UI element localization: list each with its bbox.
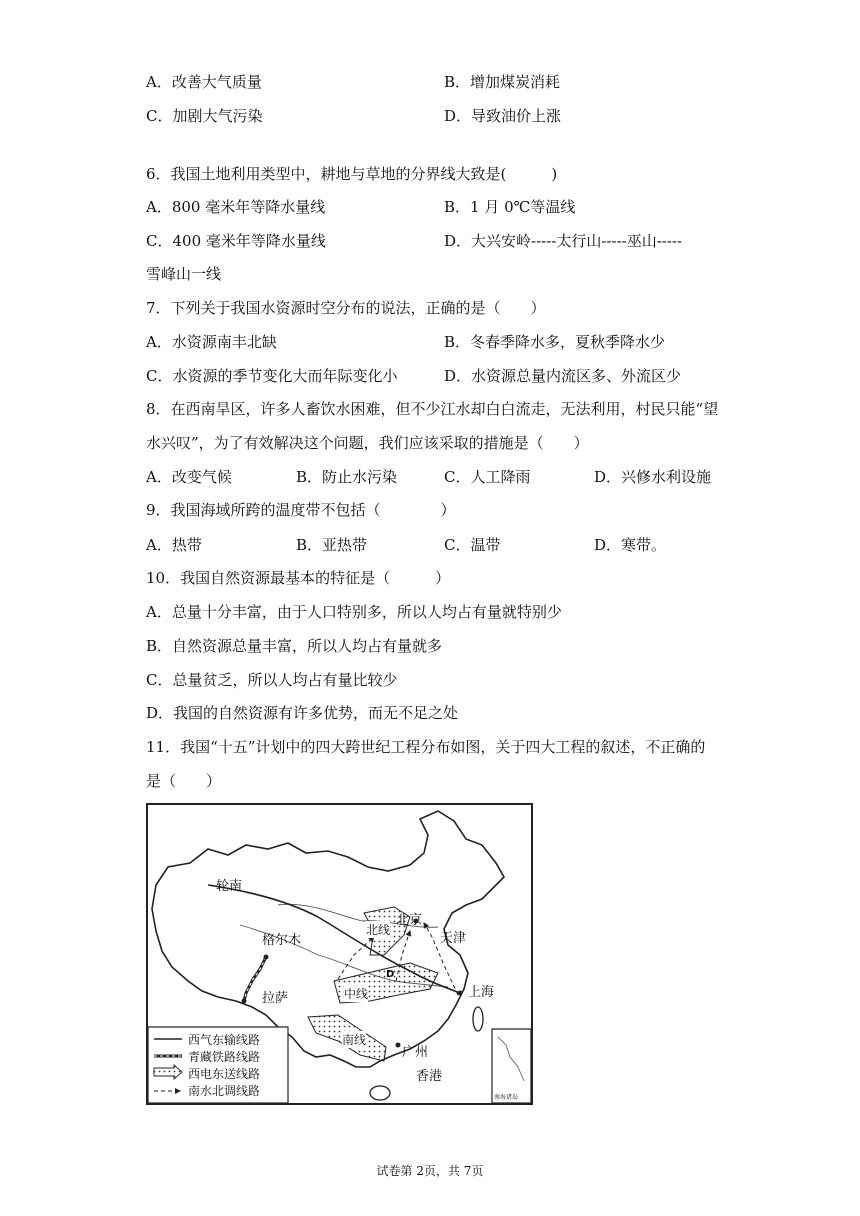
legend-water-label: 南水北调线路 — [188, 1084, 261, 1098]
label-beixian: 北线 — [366, 923, 391, 937]
label-lasa: 拉萨 — [262, 991, 289, 1006]
gas-pipeline — [208, 885, 460, 993]
hainan-island — [370, 1086, 390, 1100]
q8-stem-line2: 水兴叹”，为了有效解决这个问题，我们应该采取的措施是（ ） — [146, 434, 589, 452]
q6-option-d: D．大兴安岭-----太行山-----巫山----- — [444, 232, 683, 250]
q6-stem: 6．我国土地利用类型中，耕地与草地的分界线大致是( ) — [146, 165, 558, 183]
label-tianjin: 天津 — [440, 931, 467, 946]
city-marker — [458, 991, 463, 996]
q11-stem-line1: 11．我国“十五”计划中的四大跨世纪工程分布如图，关于四大工程的叙述，不正确的 — [146, 738, 706, 756]
q10-option-d: D．我国的自然资源有许多优势，而无不足之处 — [146, 704, 459, 722]
q6-option-c: C．400 毫米年等降水量线 — [146, 232, 326, 250]
q7-option-a: A．水资源南丰北缺 — [146, 333, 277, 351]
label-guangzhou: 广州 — [402, 1045, 429, 1060]
q8-stem-line1: 8．在西南旱区，许多人畜饮水困难，但不少江水却白白流走，无法利用，村民只能“望 — [146, 400, 719, 418]
page-footer: 试卷第 2页，共 7页 — [376, 1164, 484, 1178]
q7-stem: 7．下列关于我国水资源时空分布的说法，正确的是（ ） — [146, 299, 546, 317]
label-golmud: 格尔木 — [262, 933, 302, 948]
q9-option-a: A．热带 — [146, 536, 202, 554]
inset-label: 南海诸岛 — [494, 1094, 519, 1101]
q8-option-a: A．改变气候 — [146, 468, 232, 486]
q9-stem: 9．我国海域所跨的温度带不包括（ ） — [146, 501, 456, 519]
q6-option-a: A．800 毫米年等降水量线 — [146, 198, 326, 216]
q10-option-b: B．自然资源总量丰富，所以人均占有量就多 — [146, 637, 443, 655]
label-zhongxian: 中线 — [344, 987, 369, 1001]
q10-stem: 10．我国自然资源最基本的特征是（ ） — [146, 569, 451, 587]
legend-gas-label: 西气东输线路 — [188, 1033, 261, 1047]
legend-power-label: 西电东送线路 — [188, 1067, 261, 1081]
china-projects-map — [146, 803, 533, 1105]
label-d: D — [386, 969, 395, 980]
city-marker — [396, 1043, 401, 1048]
q5-option-a: A．改善大气质量 — [146, 73, 262, 91]
q7-option-c: C．水资源的季节变化大而年际变化小 — [146, 367, 398, 385]
label-shanghai: 上海 — [468, 985, 495, 1000]
label-lunnan: 轮南 — [216, 879, 243, 894]
q5-option-c: C．加剧大气污染 — [146, 107, 263, 125]
label-hongkong: 香港 — [416, 1069, 443, 1084]
q10-option-a: A．总量十分丰富，由于人口特别多，所以人均占有量就特别少 — [146, 603, 562, 621]
q9-option-b: B．亚热带 — [296, 536, 368, 554]
q7-option-d: D．水资源总量内流区多、外流区少 — [444, 367, 682, 385]
q6-option-d-cont: 雪峰山一线 — [146, 265, 222, 283]
q8-option-c: C．人工降雨 — [444, 468, 531, 486]
label-beijing: 北京 — [396, 913, 423, 928]
q9-option-c: C．温带 — [444, 536, 501, 554]
label-nanxian: 南线 — [342, 1033, 367, 1047]
q6-option-b: B．1 月 0℃等温线 — [444, 198, 576, 216]
q7-option-b: B．冬春季降水多，夏秋季降水少 — [444, 333, 666, 351]
q8-option-b: B．防止水污染 — [296, 468, 398, 486]
q10-option-c: C．总量贫乏，所以人均占有量比较少 — [146, 671, 398, 689]
q9-option-d: D．寒带。 — [594, 536, 667, 554]
city-marker — [242, 999, 247, 1004]
taiwan-island — [473, 1007, 483, 1031]
q11-stem-line2: 是（ ） — [146, 772, 222, 790]
q5-option-b: B．增加煤炭消耗 — [444, 73, 561, 91]
legend-rail-label: 青藏铁路线路 — [188, 1050, 261, 1064]
city-marker — [264, 955, 269, 960]
q5-option-d: D．导致油价上涨 — [444, 107, 562, 125]
q8-option-d: D．兴修水利设施 — [594, 468, 712, 486]
